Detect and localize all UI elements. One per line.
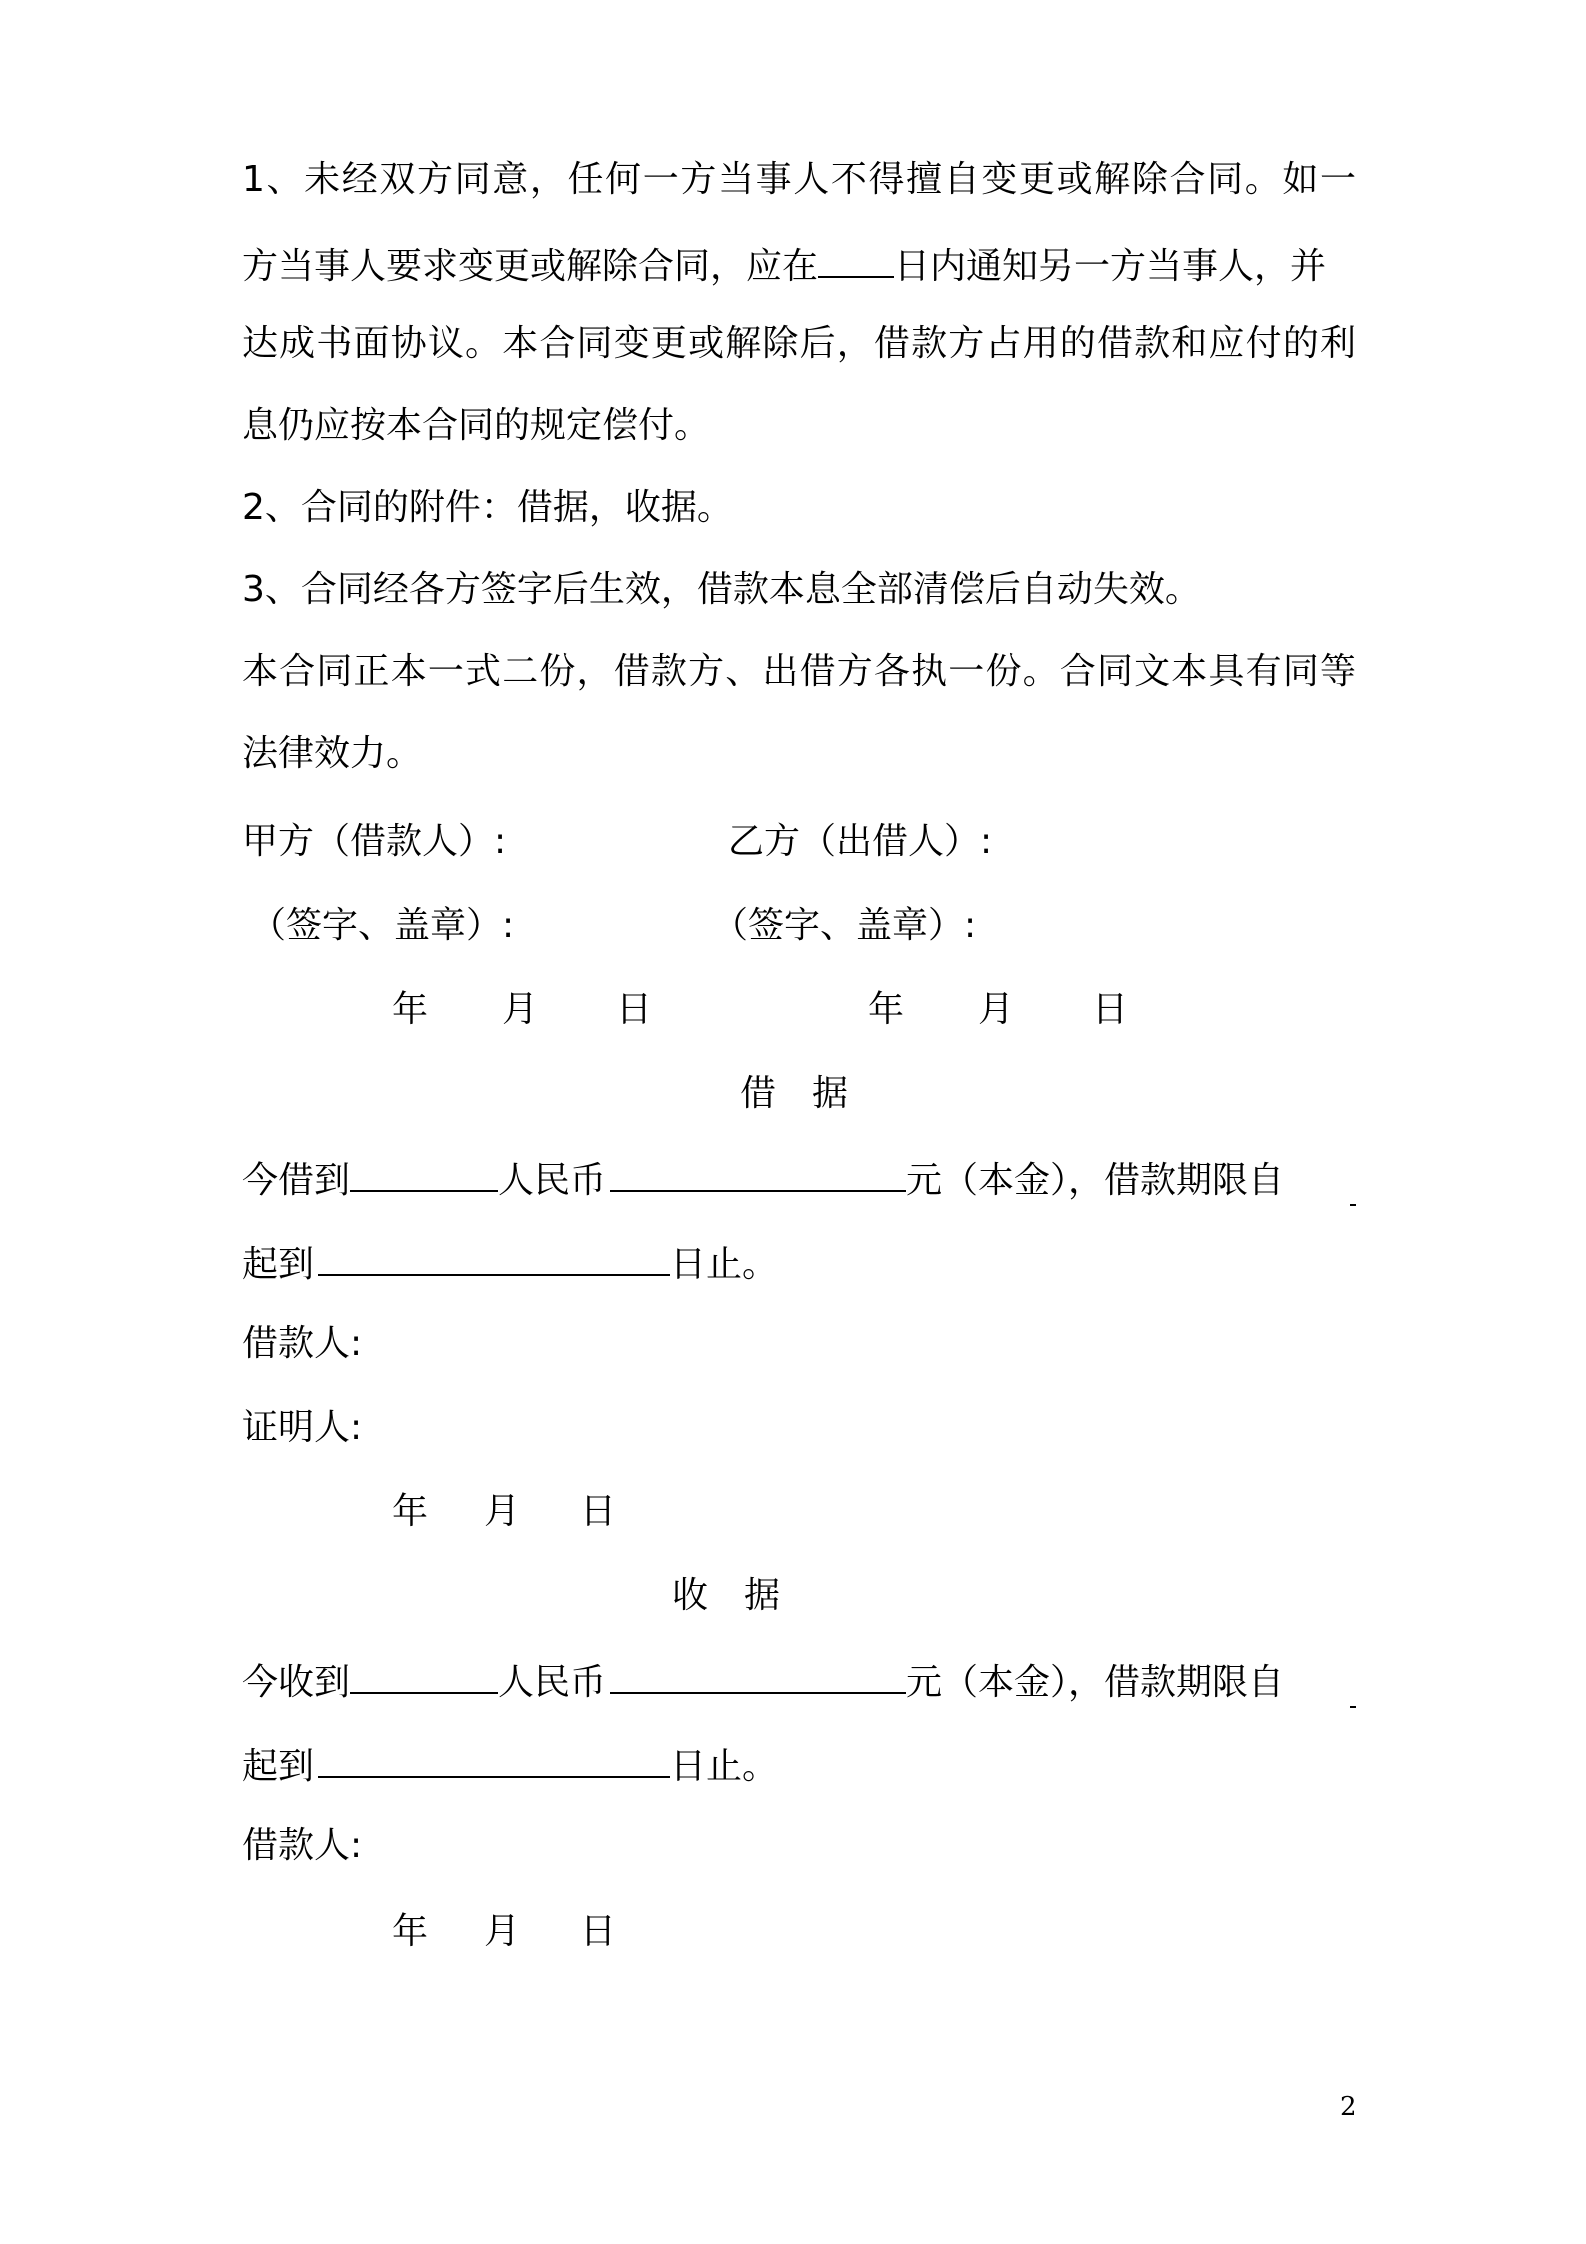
receipt-date-month: 月 (484, 1911, 521, 1952)
party-b-sign-label: （签字、盖章）: (712, 905, 977, 946)
copies-line-1: 本合同正本一式二份，借款方、出借方各执一份。合同文本具有同等 (242, 651, 1356, 692)
notice-days-blank (818, 240, 894, 278)
loan-receipt-line-2-suffix: 日止。 (670, 1244, 779, 1285)
clause-1-line-2-after: 日内通知另一方当事人，并 (894, 246, 1327, 287)
receipt-date-day: 日 (580, 1911, 617, 1952)
loan-receipt-date-day: 日 (580, 1491, 617, 1532)
loan-receipt-line-2-prefix: 起到 (242, 1244, 315, 1285)
loan-receipt-rmb: 人民币 (498, 1160, 607, 1201)
receipt-line-mark (1350, 1706, 1356, 1708)
clause-1-line-2-before: 方当事人要求变更或解除合同，应在 (242, 246, 819, 287)
receipt-line-1 (242, 1656, 1284, 1705)
received-amount-blank (610, 1656, 906, 1694)
loan-receipt-borrower: 借款人: (242, 1323, 363, 1364)
amount-blank (610, 1154, 906, 1192)
receipt-rmb: 人民币 (498, 1662, 607, 1703)
receipt-title: 收 据 (672, 1575, 781, 1616)
loan-receipt-date-year: 年 (392, 1491, 429, 1532)
receipt-line-2 (242, 1740, 778, 1789)
loan-receipt-witness: 证明人: (242, 1407, 363, 1448)
clause-1-line-2 (242, 240, 1326, 289)
clause-2: 2、合同的附件：借据，收据。 (242, 487, 733, 528)
receipt-line-2-suffix: 日止。 (670, 1746, 779, 1787)
clause-1-line-1: 1、未经双方同意，任何一方当事人不得擅自变更或解除合同。如一 (242, 159, 1356, 200)
payer-name-blank (350, 1656, 498, 1694)
receipt-prefix: 今收到 (242, 1662, 351, 1703)
receipt-line-2-prefix: 起到 (242, 1746, 315, 1787)
party-a-date-day: 日 (616, 989, 653, 1030)
party-b-date-year: 年 (868, 989, 905, 1030)
party-a-label: 甲方（借款人）: (242, 821, 507, 862)
party-a-date-year: 年 (392, 989, 429, 1030)
clause-1-line-3: 达成书面协议。本合同变更或解除后，借款方占用的借款和应付的利 (242, 323, 1356, 364)
page-number: 2 (1340, 2092, 1357, 2122)
copies-line-2: 法律效力。 (242, 733, 423, 774)
party-a-date-month: 月 (502, 989, 539, 1030)
clause-1-line-4: 息仍应按本合同的规定偿付。 (242, 405, 711, 446)
loan-receipt-suffix: 元（本金），借款期限自 (906, 1160, 1285, 1201)
party-b-label: 乙方（出借人）: (728, 821, 993, 862)
loan-receipt-prefix: 今借到 (242, 1160, 351, 1201)
loan-receipt-line-mark (1350, 1204, 1356, 1206)
loan-receipt-line-2 (242, 1238, 778, 1287)
loan-receipt-date-month: 月 (484, 1491, 521, 1532)
end-date-blank (318, 1238, 670, 1276)
receipt-borrower: 借款人: (242, 1825, 363, 1866)
loan-receipt-title: 借 据 (740, 1073, 849, 1114)
party-b-date-day: 日 (1092, 989, 1129, 1030)
lender-name-blank (350, 1154, 498, 1192)
party-b-date-month: 月 (978, 989, 1015, 1030)
clause-3: 3、合同经各方签字后生效，借款本息全部清偿后自动失效。 (242, 569, 1201, 610)
party-a-sign-label: （签字、盖章）: (250, 905, 515, 946)
receipt-date-year: 年 (392, 1911, 429, 1952)
receipt-suffix: 元（本金），借款期限自 (906, 1662, 1285, 1703)
loan-receipt-line-1 (242, 1154, 1284, 1203)
receipt-end-date-blank (318, 1740, 670, 1778)
